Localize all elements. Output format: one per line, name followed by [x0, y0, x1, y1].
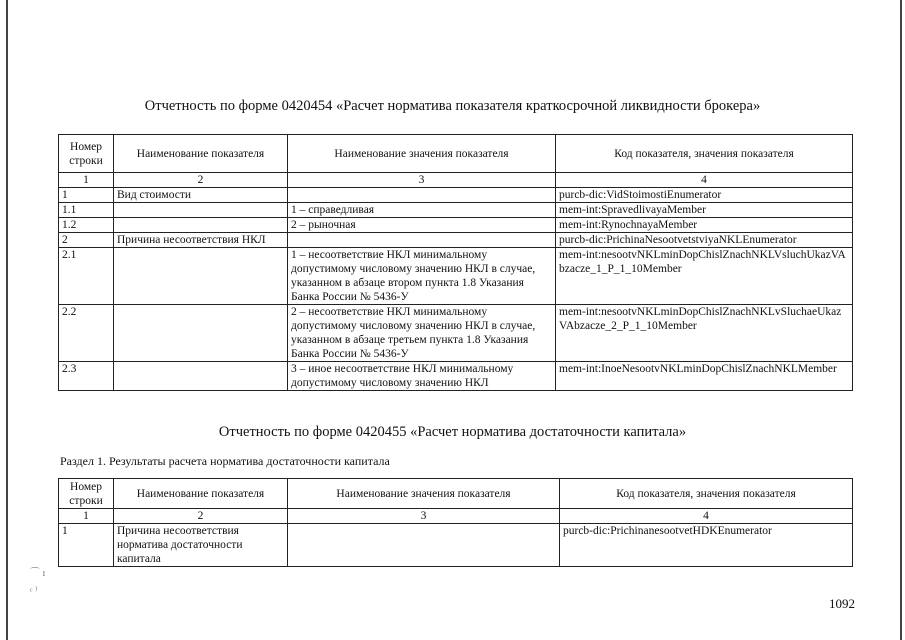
- row-value: 2 – несоответствие НКЛ минимальному допустимому числовому значению НКЛ в случае, указанном в абзаце третьем пункта 1.8 Указания Банка России № 5436-У: [288, 305, 556, 362]
- header-num: Номер строки: [59, 135, 114, 173]
- colnum: 1: [59, 173, 114, 188]
- colnum: 4: [556, 173, 853, 188]
- row-name: [114, 248, 288, 305]
- header-value: Наименование значения показателя: [288, 479, 560, 509]
- form-0420454-title: Отчетность по форме 0420454 «Расчет норматива показателя краткосрочной ликвидности брокера»: [144, 98, 761, 114]
- row-value: 1 – справедливая: [288, 203, 556, 218]
- table-row: [59, 218, 853, 233]
- colnum: 2: [114, 509, 288, 524]
- colnum: 3: [288, 173, 556, 188]
- colnum: 1: [59, 509, 114, 524]
- page-border-left: [6, 0, 8, 640]
- row-value: [288, 524, 560, 567]
- row-num: 2.3: [59, 362, 114, 391]
- header-code: Код показателя, значения показателя: [556, 135, 853, 173]
- row-value: 3 – иное несоответствие НКЛ минимальному допустимому числовому значению НКЛ: [288, 362, 556, 391]
- form-0420455-title: Отчетность по форме 0420455 «Расчет норматива достаточности капитала»: [218, 424, 687, 440]
- row-num: 2: [59, 233, 114, 248]
- scan-artifact-mark: ⌒ ı: [30, 568, 46, 579]
- table-row: [59, 305, 853, 362]
- colnum: 2: [114, 173, 288, 188]
- page-border-right: [900, 0, 902, 640]
- row-value: 2 – рыночная: [288, 218, 556, 233]
- row-name: Причина несоответствия НКЛ: [114, 233, 288, 248]
- table-row: [59, 233, 853, 248]
- table-header-row: [59, 135, 853, 173]
- form-0420455-table: [58, 478, 853, 567]
- row-code: mem-int:RynochnayaMember: [556, 218, 853, 233]
- page-number: 1092: [829, 596, 855, 611]
- table-row: [59, 188, 853, 203]
- header-code: Код показателя, значения показателя: [560, 479, 853, 509]
- form-0420454-table: [58, 134, 853, 391]
- table-row: [59, 362, 853, 391]
- row-num: 2.1: [59, 248, 114, 305]
- colnum: 4: [560, 509, 853, 524]
- table-header-row: [59, 479, 853, 509]
- row-code: purcb-dic:PrichinanesootvetHDKEnumerator: [560, 524, 853, 567]
- header-num: Номер строки: [59, 479, 114, 509]
- column-number-row: [59, 509, 853, 524]
- row-value: 1 – несоответствие НКЛ минимальному допустимому числовому значению НКЛ в случае, указанном в абзаце втором пункта 1.8 Указания Банка России № 5436-У: [288, 248, 556, 305]
- column-number-row: [59, 173, 853, 188]
- row-code: mem-int:nesootvNKLminDopChislZnachNKLVsluchUkazVAbzacze_1_P_1_10Member: [556, 248, 853, 305]
- row-num: 1.2: [59, 218, 114, 233]
- row-code: mem-int:InoeNesootvNKLminDopChislZnachNKLMember: [556, 362, 853, 391]
- row-num: 1: [59, 524, 114, 567]
- row-name: Причина несоответствия норматива достаточности капитала: [114, 524, 288, 567]
- header-name: Наименование показателя: [114, 135, 288, 173]
- row-num: 2.2: [59, 305, 114, 362]
- row-num: 1: [59, 188, 114, 203]
- row-name: [114, 203, 288, 218]
- header-value: Наименование значения показателя: [288, 135, 556, 173]
- scan-artifact-mark: ᶜ ⁾: [30, 586, 38, 597]
- row-name: [114, 362, 288, 391]
- row-value: [288, 233, 556, 248]
- row-code: mem-int:nesootvNKLminDopChislZnachNKLvSluchaeUkazVAbzacze_2_P_1_10Member: [556, 305, 853, 362]
- row-name: [114, 218, 288, 233]
- colnum: 3: [288, 509, 560, 524]
- table-row: [59, 524, 853, 567]
- table-row: [59, 248, 853, 305]
- row-name: [114, 305, 288, 362]
- section-heading: Раздел 1. Результаты расчета норматива достаточности капитала: [60, 454, 390, 468]
- row-code: mem-int:SpravedlivayaMember: [556, 203, 853, 218]
- row-name: Вид стоимости: [114, 188, 288, 203]
- table-row: [59, 203, 853, 218]
- row-num: 1.1: [59, 203, 114, 218]
- header-name: Наименование показателя: [114, 479, 288, 509]
- row-value: [288, 188, 556, 203]
- row-code: purcb-dic:VidStoimostiEnumerator: [556, 188, 853, 203]
- row-code: purcb-dic:PrichinaNesootvetstviyaNKLEnumerator: [556, 233, 853, 248]
